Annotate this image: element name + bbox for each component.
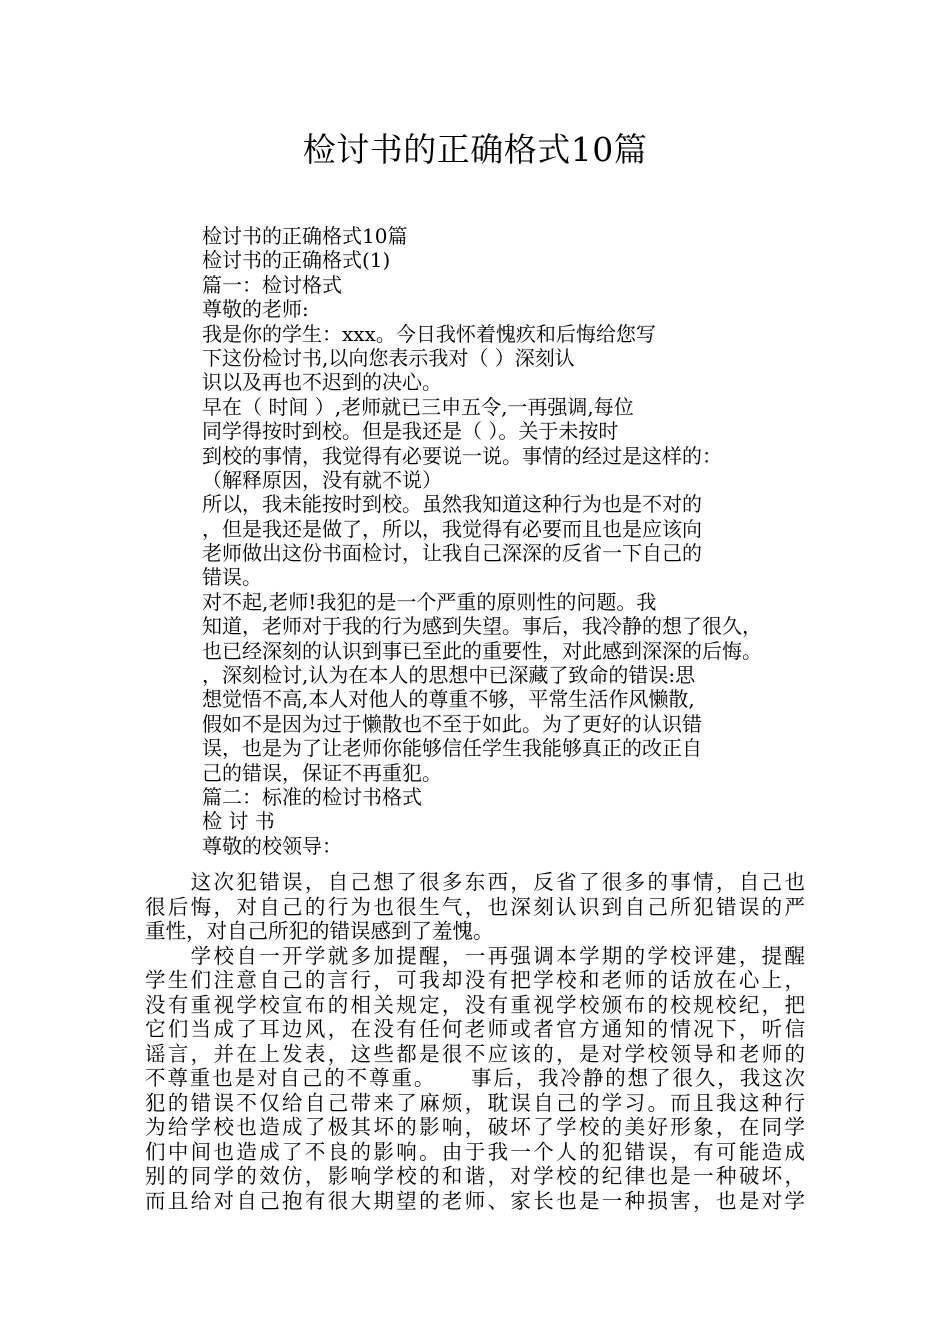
text-line: 我是你的学生：xxx。今日我怀着愧疚和后悔给您写 xyxy=(202,321,656,346)
text-line: 对不起,老师!我犯的是一个严重的原则性的问题。我 xyxy=(202,589,657,614)
text-line: 篇一：检讨格式 xyxy=(202,272,342,297)
paragraph-line: 为给学校也造成了极其坏的影响，破坏了学校的美好形象，在同学 xyxy=(145,1115,805,1139)
paragraph-line: 不尊重也是对自己的不尊重。 事后，我冷静的想了很久，我这次 xyxy=(145,1066,805,1090)
text-line: 己的错误，保证不再重犯。 xyxy=(202,760,442,785)
paragraph-line: 别的同学的效仿，影响学校的和谐，对学校的纪律也是一种破坏， xyxy=(145,1164,805,1188)
text-line: 知道，老师对于我的行为感到失望。事后，我冷静的想了很久， xyxy=(202,614,762,639)
paragraph-line: 它们当成了耳边风，在没有任何老师或者官方通知的情况下，听信 xyxy=(145,1017,805,1041)
document-title: 检讨书的正确格式10篇 xyxy=(302,130,648,169)
text-line: 尊敬的老师: xyxy=(202,297,309,322)
text-line: 检讨书的正确格式(1) xyxy=(202,248,391,273)
text-line: 早在（ 时间 ）,老师就已三申五令,一再强调,每位 xyxy=(202,394,634,419)
body-section-two xyxy=(145,870,805,1213)
text-line: ，但是我还是做了，所以，我觉得有必要而且也是应该向 xyxy=(202,516,702,541)
text-line: 检讨书的正确格式10篇 xyxy=(202,224,408,248)
paragraph-line: 犯的错误不仅给自己带来了麻烦，耽误自己的学习。而且我这种行 xyxy=(145,1090,805,1115)
paragraph-line: 而且给对自己抱有很大期望的老师、家长也是一种损害，也是对学 xyxy=(145,1188,805,1213)
text-line: 尊敬的校领导： xyxy=(202,833,342,858)
paragraph-line: 学校自一开学就多加提醒，一再强调本学期的学校评建，提醒 xyxy=(145,943,805,968)
text-line: 所以，我未能按时到校。虽然我知道这种行为也是不对的 xyxy=(202,492,702,517)
text-line: 老师做出这份书面检讨，让我自己深深的反省一下自己的 xyxy=(202,541,702,566)
text-line: 误，也是为了让老师你能够信任学生我能够真正的改正自 xyxy=(202,736,702,761)
text-line: 篇二：标准的检讨书格式 xyxy=(202,784,422,809)
text-line: 到校的事情，我觉得有必要说一说。事情的经过是这样的： xyxy=(202,443,722,468)
text-line: 同学得按时到校。但是我还是（ ）。关于未按时 xyxy=(202,419,619,444)
paragraph-line: 没有重视学校宣布的相关规定，没有重视学校颁布的校规校纪，把 xyxy=(145,992,805,1017)
text-line: 下这份检讨书,以向您表示我对（ ）深刻认 xyxy=(202,345,575,370)
text-line: 识以及再也不迟到的决心。 xyxy=(202,370,442,395)
paragraph-line: 谣言，并在上发表，这些都是很不应该的，是对学校领导和老师的 xyxy=(145,1041,805,1066)
paragraph-line: 这次犯错误，自己想了很多东西，反省了很多的事情，自己也 xyxy=(145,870,805,894)
text-line: 假如不是因为过于懒散也不至于如此。为了更好的认识错 xyxy=(202,711,702,736)
text-line: 想觉悟不高,本人对他人的尊重不够，平常生活作风懒散, xyxy=(202,687,695,712)
text-line: ，深刻检讨,认为在本人的思想中已深藏了致命的错误:思 xyxy=(202,663,696,688)
paragraph-line: 重性，对自己所犯的错误感到了羞愧。 xyxy=(145,919,494,943)
paragraph-line: 学生们注意自己的言行，可我却没有把学校和老师的话放在心上， xyxy=(145,968,805,992)
text-line: 错误。 xyxy=(202,565,262,590)
paragraph-line: 们中间也造成了不良的影响。由于我一个人的犯错误，有可能造成 xyxy=(145,1139,805,1164)
body-section-one xyxy=(202,224,842,858)
text-line: （解释原因，没有就不说） xyxy=(202,467,442,492)
text-line: 检 讨 书 xyxy=(202,809,275,834)
text-line: 也已经深刻的认识到事已至此的重要性，对此感到深深的后悔。 xyxy=(202,638,762,663)
paragraph-line: 很后悔，对自己的行为也很生气，也深刻认识到自己所犯错误的严 xyxy=(145,894,805,919)
